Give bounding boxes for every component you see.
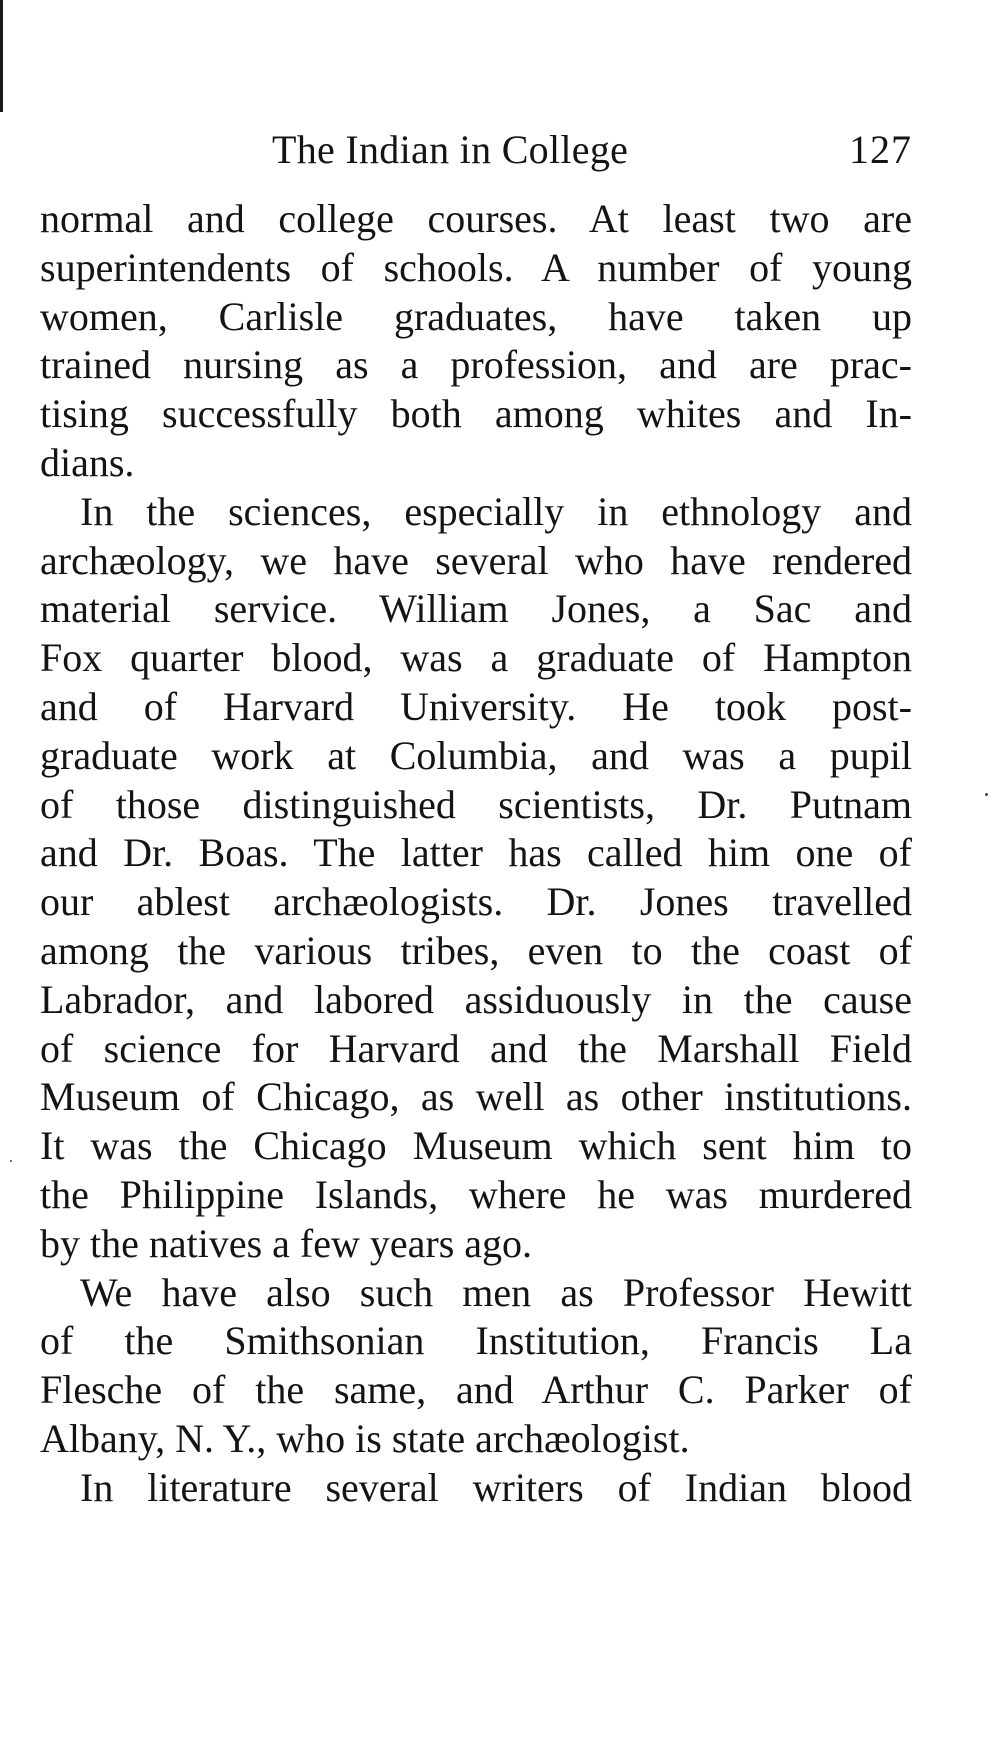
text-line: by the natives a few years ago.	[40, 1220, 533, 1266]
text-line: Flesche of the same, and Arthur C. Parker of	[40, 1367, 912, 1413]
body-text	[40, 195, 912, 1513]
text-line: Albany, N. Y., who is state archæologist.	[40, 1415, 690, 1461]
text-line: In literature several writers of Indian blood	[80, 1464, 912, 1510]
text-line: material service. William Jones, a Sac and	[40, 586, 912, 632]
page-number: 127	[849, 127, 912, 172]
text-line: Museum of Chicago, as well as other institutions.	[40, 1074, 912, 1120]
running-head	[40, 120, 912, 180]
text-line: and of Harvard University. He took post-	[40, 683, 912, 729]
text-line: It was the Chicago Museum which sent him to	[40, 1123, 912, 1169]
text-line: of those distinguished scientists, Dr. Putnam	[40, 781, 912, 827]
text-line: Labrador, and labored assiduously in the cause	[40, 976, 912, 1022]
text-line: archæology, we have several who have rendered	[40, 537, 912, 583]
text-line: In the sciences, especially in ethnology and	[80, 488, 912, 534]
text-line: graduate work at Columbia, and was a pupil	[40, 732, 912, 778]
text-line: among the various tribes, even to the coast of	[40, 927, 912, 973]
text-line: normal and college courses. At least two are	[40, 196, 912, 241]
text-line: superintendents of schools. A number of young	[40, 244, 912, 290]
scan-edge-mark	[0, 0, 3, 112]
scan-speck	[985, 793, 988, 796]
text-line: We have also such men as Professor Hewitt	[80, 1269, 912, 1315]
text-line: the Philippine Islands, where he was murdered	[40, 1171, 912, 1217]
text-line: tising successfully both among whites and In-	[40, 391, 912, 437]
text-line: our ablest archæologists. Dr. Jones travelled	[40, 879, 912, 925]
scan-speck	[10, 1160, 12, 1162]
text-line: of science for Harvard and the Marshall Field	[40, 1025, 912, 1071]
text-line: of the Smithsonian Institution, Francis La	[40, 1318, 912, 1364]
text-line: and Dr. Boas. The latter has called him one of	[40, 830, 912, 876]
text-line: trained nursing as a profession, and are prac-	[40, 342, 912, 388]
text-line: dians.	[40, 439, 135, 485]
text-line: Fox quarter blood, was a graduate of Hampton	[40, 635, 912, 681]
text-line: women, Carlisle graduates, have taken up	[40, 293, 912, 339]
running-title: The Indian in College	[272, 127, 629, 172]
